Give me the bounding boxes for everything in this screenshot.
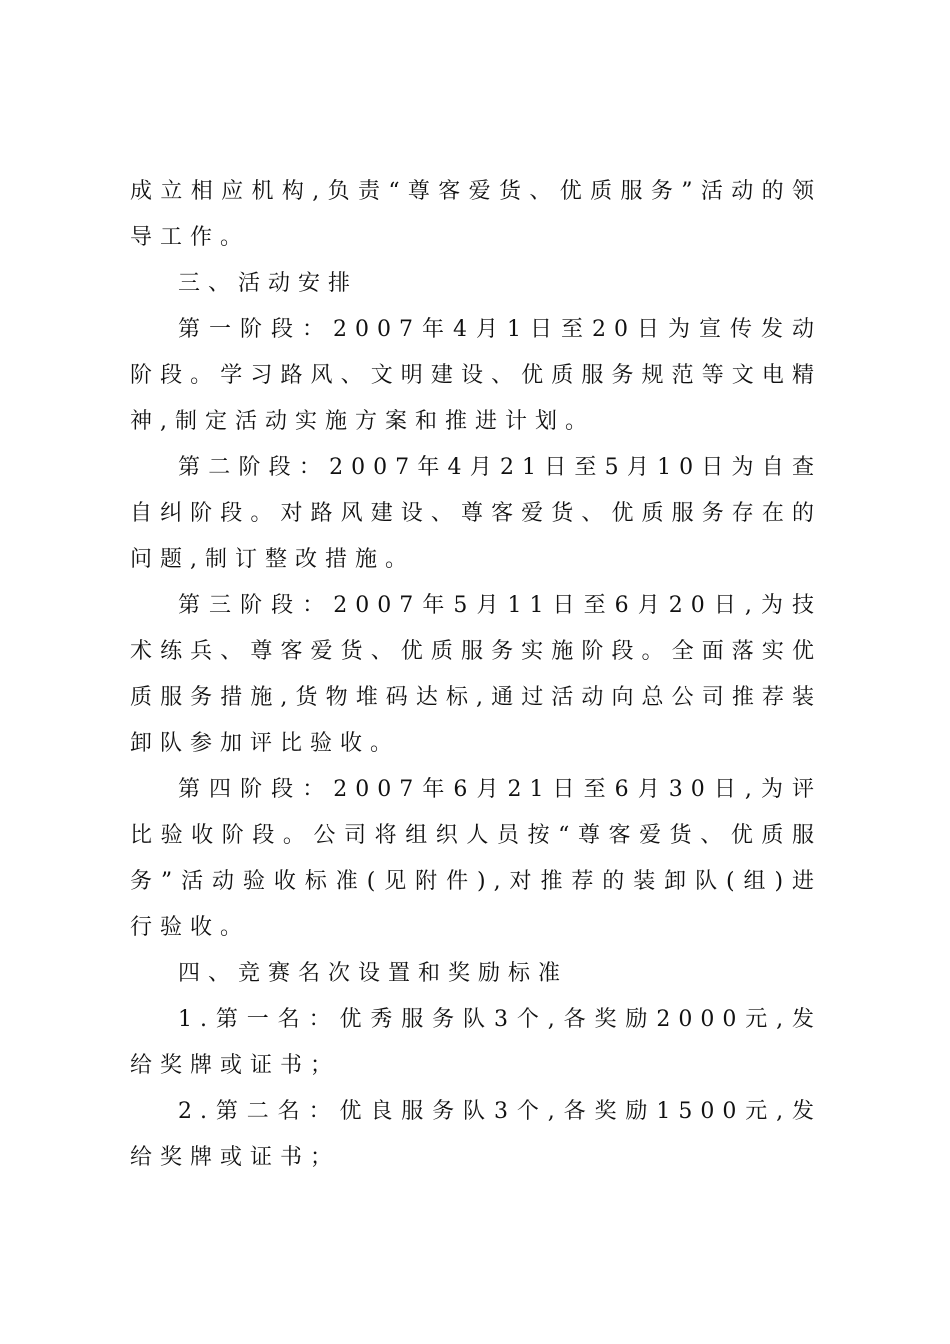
paragraph-stage-three: 第三阶段：2007年5月11日至6月20日,为技术练兵、尊客爱货、优质服务实施阶段。全面落实优质服务措施,货物堆码达标,通过活动向总公司推荐装卸队参加评比验收。 [130,593,822,756]
paragraph-organization: 成立相应机构,负责“尊客爱货、优质服务”活动的领导工作。 [130,179,822,250]
paragraph-stage-four: 第四阶段：2007年6月21日至6月30日,为评比验收阶段。公司将组织人员按“尊客爱货、优质服务”活动验收标准(见附件),对推荐的装卸队(组)进行验收。 [130,777,822,940]
list-item-second-place: 2.第二名：优良服务队3个,各奖励1500元,发给奖牌或证书； [130,1099,822,1170]
heading-activity-schedule: 三、活动安排 [178,271,359,296]
paragraph-stage-two: 第二阶段：2007年4月21日至5月10日为自查自纠阶段。对路风建设、尊客爱货、优质服务存在的问题,制订整改措施。 [130,455,822,572]
document-body [130,169,822,1181]
list-item-first-place: 1.第一名：优秀服务队3个,各奖励2000元,发给奖牌或证书； [130,1007,822,1078]
paragraph-stage-one: 第一阶段：2007年4月1日至20日为宣传发动阶段。学习路风、文明建设、优质服务规范等文电精神,制定活动实施方案和推进计划。 [130,317,822,434]
heading-rankings-rewards: 四、竞赛名次设置和奖励标准 [178,961,569,986]
